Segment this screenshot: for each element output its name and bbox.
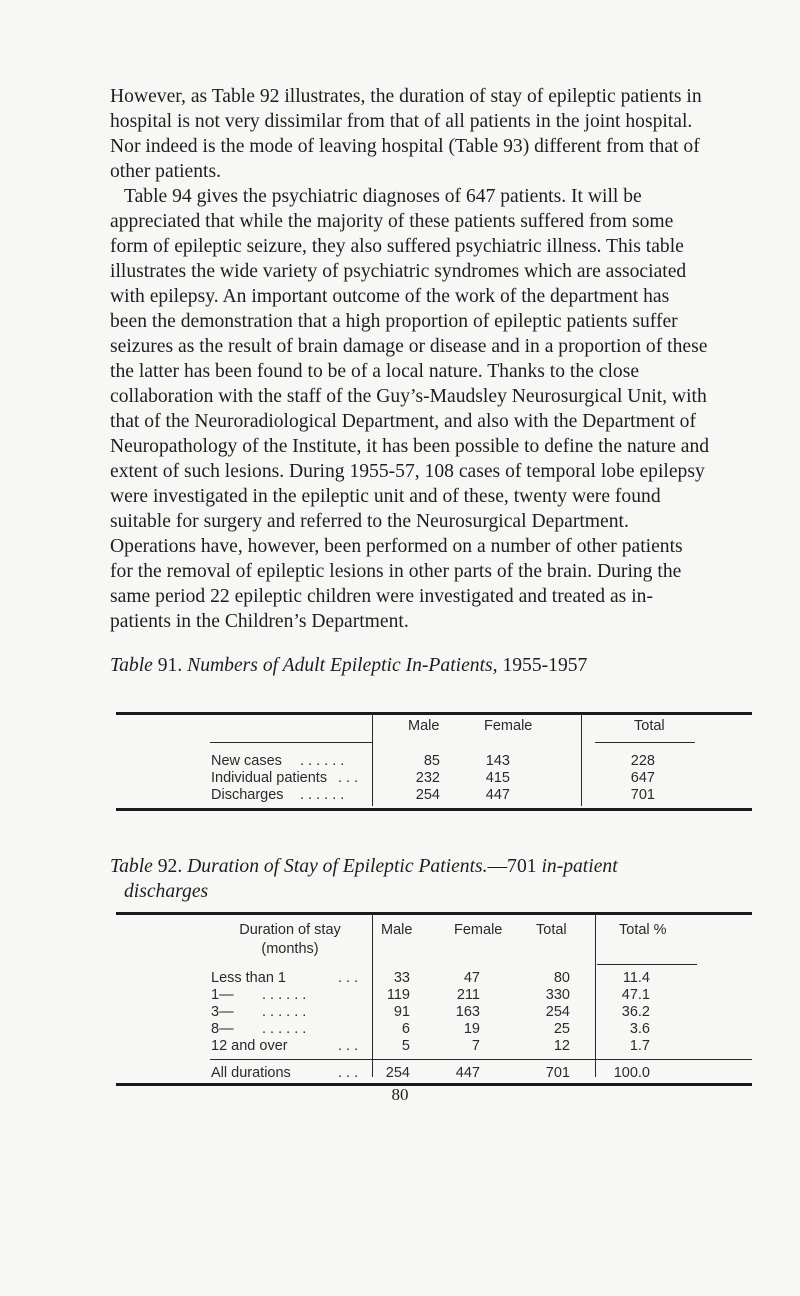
col-header-total: Total bbox=[634, 718, 665, 734]
table-91-bottom-rule bbox=[116, 808, 752, 811]
col-header-duration-unit: (months) bbox=[261, 941, 319, 957]
table-92-caption: Table 92. Duration of Stay of Epileptic Patients.—701 in-patient discharges bbox=[110, 856, 618, 902]
paragraph-1: However, as Table 92 illustrates, the duration of stay of epileptic patients in hospital is not very dissimilar from that of all patients in the joint hospital. Nor indeed is the mode of leaving hospital (Table 93) different from that of other patients. bbox=[110, 86, 702, 182]
table-92-top-rule bbox=[116, 912, 752, 915]
col-header-total-percent: Total % bbox=[619, 922, 667, 938]
table-91-divider bbox=[372, 714, 373, 806]
col-header-female: Female bbox=[454, 922, 503, 938]
table-92-header-rule bbox=[597, 964, 697, 965]
page-number: 80 bbox=[391, 1085, 409, 1104]
table-92-divider bbox=[595, 915, 596, 1077]
col-header-female: Female bbox=[484, 718, 533, 734]
table-91-header-rule bbox=[210, 742, 372, 743]
col-header-duration: Duration of stay bbox=[239, 922, 341, 938]
col-header-total: Total bbox=[536, 922, 567, 938]
col-header-male: Male bbox=[408, 718, 440, 734]
table-91-top-rule bbox=[116, 712, 752, 715]
body-text bbox=[110, 84, 710, 634]
table-91-caption: Table 91. Numbers of Adult Epileptic In-Patients, 1955-1957 bbox=[110, 655, 588, 676]
table-92-total-rule bbox=[210, 1059, 752, 1060]
col-header-male: Male bbox=[381, 922, 413, 938]
paragraph-2: Table 94 gives the psychiatric diagnoses of 647 patients. It will be appreciated that while the majority of these patients suffered from some form of epileptic seizure, they also suffered psychiatric illness. This table illustrates the wide variety of psychiatric syndromes which are associated with epilepsy. An important outcome of the work of the department has been the demonstration that a high proportion of epileptic patients suffer seizures as the result of brain damage or disease and in a proportion of these the latter has been found to be of a local nature. Thanks to the close collaboration with the staff of the Guy’s-Maudsley Neurosurgical Unit, with that of the Neuroradiological Department, and also with the Department of Neuropathology of the Institute, it has been possible to define the nature and extent of such lesions. During 1955-57, 108 cases of temporal lobe epilepsy were investigated in the epileptic unit and of these, twenty were found suitable for surgery and referred to the Neurosurgical Department. Operations have, however, been performed on a number of other patients for the removal of epileptic lesions in other parts of the brain. During the same period 22 epileptic children were investigated and treated as in-patients in the Children’s Department. bbox=[110, 186, 710, 632]
table-91-header-rule bbox=[595, 742, 695, 743]
table-91-divider bbox=[581, 714, 582, 806]
document-page: However, as Table 92 illustrates, the duration of stay of epileptic patients in hospital is not very dissimilar from that of all patients in the joint hospital. Nor indeed is the mode of leaving hospital (Table 93) different from that of other patients. Table 94 gives the psychiatric diagnoses of 647 patients. It will be appreciated that while the majority of these patients suffered from some form of epileptic seizure, they also suffered psychiatric illness. This table illustrates the wide variety of psychiatric syndromes which are associated with epilepsy. An important outcome of the work of the department has been the demonstration that a high proportion of epileptic patients suffer seizures as the result of brain damage or disease and in a proportion of these the latter has been found to be of a local nature. Thanks to the close collaboration with the staff of the Guy’s-Maudsley Neurosurgical Unit, with that of the Neuroradiological Department, and also with the Department of Neuropathology of the Institute, it has been possible to define the nature and extent of such lesions. During 1955-57, 108 cases of temporal lobe epilepsy were investigated in the epileptic unit and of these, twenty were found suitable for surgery and referred to the Neurosurgical Department. Operations have, however, been performed on a number of other patients for the removal of epileptic lesions in other parts of the brain. During the same period 22 epileptic children were investigated and treated as in-patients in the Children’s Department. Table 91. Numbers of Adult Epileptic In-Patients, 1955-1957 Male Female Total New cases . . . . . . 85 143 228 Individual patients . . . 232 415 647 Discharges . . . . . . 254 447 701 Table 92. Duration of Stay of Epileptic Patients.—701 in-patient discharges Duration of stay (months) Male Female Total Total % Less than 1 . . . 33 47 80 11.4 1— . . . . . . 119 211 330 47.1 3— . . . . . . 91 163 254 36.2 8— . . . . . . 6 19 25 3.6 12 and over . . . 5 7 12 1.7 All durations . . . 254 447 701 100.0 80 bbox=[0, 0, 800, 1296]
